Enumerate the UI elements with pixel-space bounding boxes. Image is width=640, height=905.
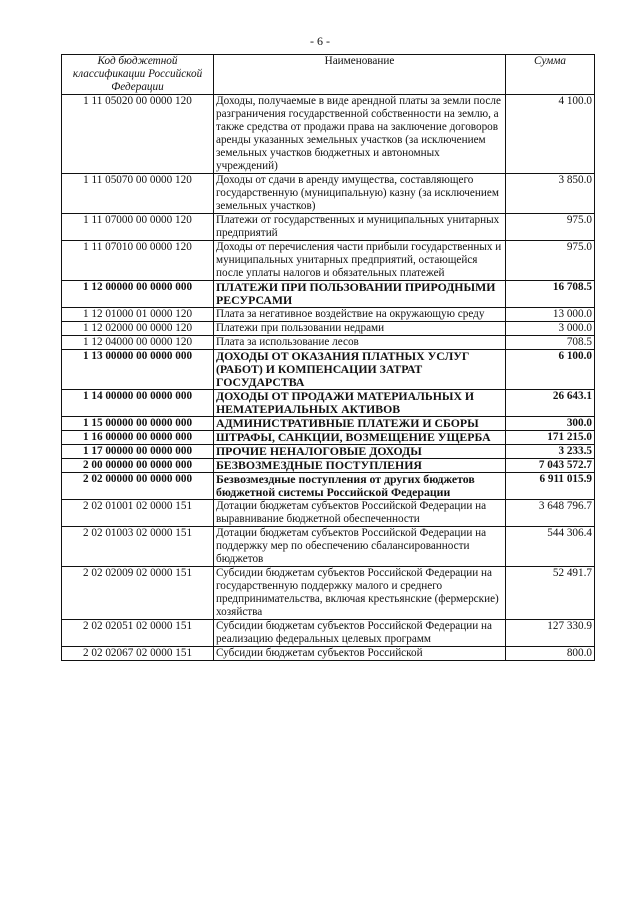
table-row <box>62 417 595 431</box>
sum-cell: 52 491.7 <box>506 567 595 620</box>
code-cell: 2 02 00000 00 0000 000 <box>62 473 214 500</box>
code-cell: 2 02 02051 02 0000 151 <box>62 620 214 647</box>
name-cell: Безвозмездные поступления от других бюджетов бюджетной системы Российской Федерации <box>214 473 506 500</box>
name-cell: Дотации бюджетам субъектов Российской Федерации на выравнивание бюджетной обеспеченности <box>214 500 506 527</box>
sum-cell: 26 643.1 <box>506 390 595 417</box>
table-row <box>62 500 595 527</box>
code-cell: 1 16 00000 00 0000 000 <box>62 431 214 445</box>
name-cell: Субсидии бюджетам субъектов Российской Федерации на реализацию федеральных целевых программ <box>214 620 506 647</box>
name-cell: Субсидии бюджетам субъектов Российской Федерации на государственную поддержку малого и среднего предпринимательства, включая крестьянские (фермерские) хозяйства <box>214 567 506 620</box>
name-cell: Платежи от государственных и муниципальных унитарных предприятий <box>214 214 506 241</box>
header-name: Наименование <box>214 55 506 95</box>
code-cell: 1 12 00000 00 0000 000 <box>62 281 214 308</box>
name-cell: Плата за негативное воздействие на окружающую среду <box>214 308 506 322</box>
code-cell: 1 17 00000 00 0000 000 <box>62 445 214 459</box>
page-number: - 6 - <box>310 34 330 48</box>
code-cell: 1 15 00000 00 0000 000 <box>62 417 214 431</box>
name-cell: Плата за использование лесов <box>214 336 506 350</box>
name-cell: Субсидии бюджетам субъектов Российской <box>214 647 506 661</box>
table-row <box>62 459 595 473</box>
name-cell: АДМИНИСТРАТИВНЫЕ ПЛАТЕЖИ И СБОРЫ <box>214 417 506 431</box>
sum-cell: 300.0 <box>506 417 595 431</box>
table-row <box>62 390 595 417</box>
table-row <box>62 647 595 661</box>
name-cell: ШТРАФЫ, САНКЦИИ, ВОЗМЕЩЕНИЕ УЩЕРБА <box>214 431 506 445</box>
code-cell: 2 02 01001 02 0000 151 <box>62 500 214 527</box>
code-cell: 1 11 05020 00 0000 120 <box>62 95 214 174</box>
table-row <box>62 214 595 241</box>
budget-revenue-table <box>61 54 595 661</box>
header-code: Код бюджетной классификации Российской Федерации <box>62 55 214 95</box>
name-cell: ДОХОДЫ ОТ ПРОДАЖИ МАТЕРИАЛЬНЫХ И НЕМАТЕРИАЛЬНЫХ АКТИВОВ <box>214 390 506 417</box>
code-cell: 1 14 00000 00 0000 000 <box>62 390 214 417</box>
code-cell: 1 11 05070 00 0000 120 <box>62 174 214 214</box>
code-cell: 2 00 00000 00 0000 000 <box>62 459 214 473</box>
sum-cell: 3 000.0 <box>506 322 595 336</box>
table-row <box>62 527 595 567</box>
sum-cell: 6 100.0 <box>506 350 595 390</box>
code-cell: 2 02 02067 02 0000 151 <box>62 647 214 661</box>
sum-cell: 3 850.0 <box>506 174 595 214</box>
sum-cell: 16 708.5 <box>506 281 595 308</box>
sum-cell: 6 911 015.9 <box>506 473 595 500</box>
header-sum: Сумма <box>506 55 595 95</box>
table-row <box>62 241 595 281</box>
name-cell: ДОХОДЫ ОТ ОКАЗАНИЯ ПЛАТНЫХ УСЛУГ (РАБОТ) И КОМПЕНСАЦИИ ЗАТРАТ ГОСУДАРСТВА <box>214 350 506 390</box>
table-row <box>62 95 595 174</box>
name-cell: ПРОЧИЕ НЕНАЛОГОВЫЕ ДОХОДЫ <box>214 445 506 459</box>
code-cell: 2 02 02009 02 0000 151 <box>62 567 214 620</box>
sum-cell: 127 330.9 <box>506 620 595 647</box>
code-cell: 1 11 07000 00 0000 120 <box>62 214 214 241</box>
table-row <box>62 350 595 390</box>
sum-cell: 800.0 <box>506 647 595 661</box>
table-row <box>62 620 595 647</box>
table-row <box>62 174 595 214</box>
name-cell: ПЛАТЕЖИ ПРИ ПОЛЬЗОВАНИИ ПРИРОДНЫМИ РЕСУРСАМИ <box>214 281 506 308</box>
table-row <box>62 445 595 459</box>
sum-cell: 975.0 <box>506 241 595 281</box>
sum-cell: 975.0 <box>506 214 595 241</box>
name-cell: Доходы от сдачи в аренду имущества, составляющего государственную (муниципальную) казну (за исключением земельных участков) <box>214 174 506 214</box>
name-cell: БЕЗВОЗМЕЗДНЫЕ ПОСТУПЛЕНИЯ <box>214 459 506 473</box>
table-header-row <box>62 55 595 95</box>
table-row <box>62 308 595 322</box>
sum-cell: 171 215.0 <box>506 431 595 445</box>
code-cell: 1 12 01000 01 0000 120 <box>62 308 214 322</box>
table-row <box>62 473 595 500</box>
name-cell: Доходы, получаемые в виде арендной платы за земли после разграничения государственной собственности на землю, а также средства от продажи права на заключение договоров аренды указанных земельных участков (за исключением земельных участков бюджетных и автономных учреждений) <box>214 95 506 174</box>
sum-cell: 7 043 572.7 <box>506 459 595 473</box>
sum-cell: 544 306.4 <box>506 527 595 567</box>
name-cell: Платежи при пользовании недрами <box>214 322 506 336</box>
sum-cell: 708.5 <box>506 336 595 350</box>
table-row <box>62 322 595 336</box>
table-body <box>62 95 595 661</box>
table-row <box>62 336 595 350</box>
sum-cell: 3 648 796.7 <box>506 500 595 527</box>
code-cell: 2 02 01003 02 0000 151 <box>62 527 214 567</box>
sum-cell: 3 233.5 <box>506 445 595 459</box>
code-cell: 1 13 00000 00 0000 000 <box>62 350 214 390</box>
code-cell: 1 12 04000 00 0000 120 <box>62 336 214 350</box>
name-cell: Дотации бюджетам субъектов Российской Федерации на поддержку мер по обеспечению сбалансированности бюджетов <box>214 527 506 567</box>
table-row <box>62 567 595 620</box>
code-cell: 1 12 02000 00 0000 120 <box>62 322 214 336</box>
table-row <box>62 281 595 308</box>
table-row <box>62 431 595 445</box>
code-cell: 1 11 07010 00 0000 120 <box>62 241 214 281</box>
sum-cell: 13 000.0 <box>506 308 595 322</box>
sum-cell: 4 100.0 <box>506 95 595 174</box>
name-cell: Доходы от перечисления части прибыли государственных и муниципальных унитарных предприятий, остающейся после уплаты налогов и обязательных платежей <box>214 241 506 281</box>
